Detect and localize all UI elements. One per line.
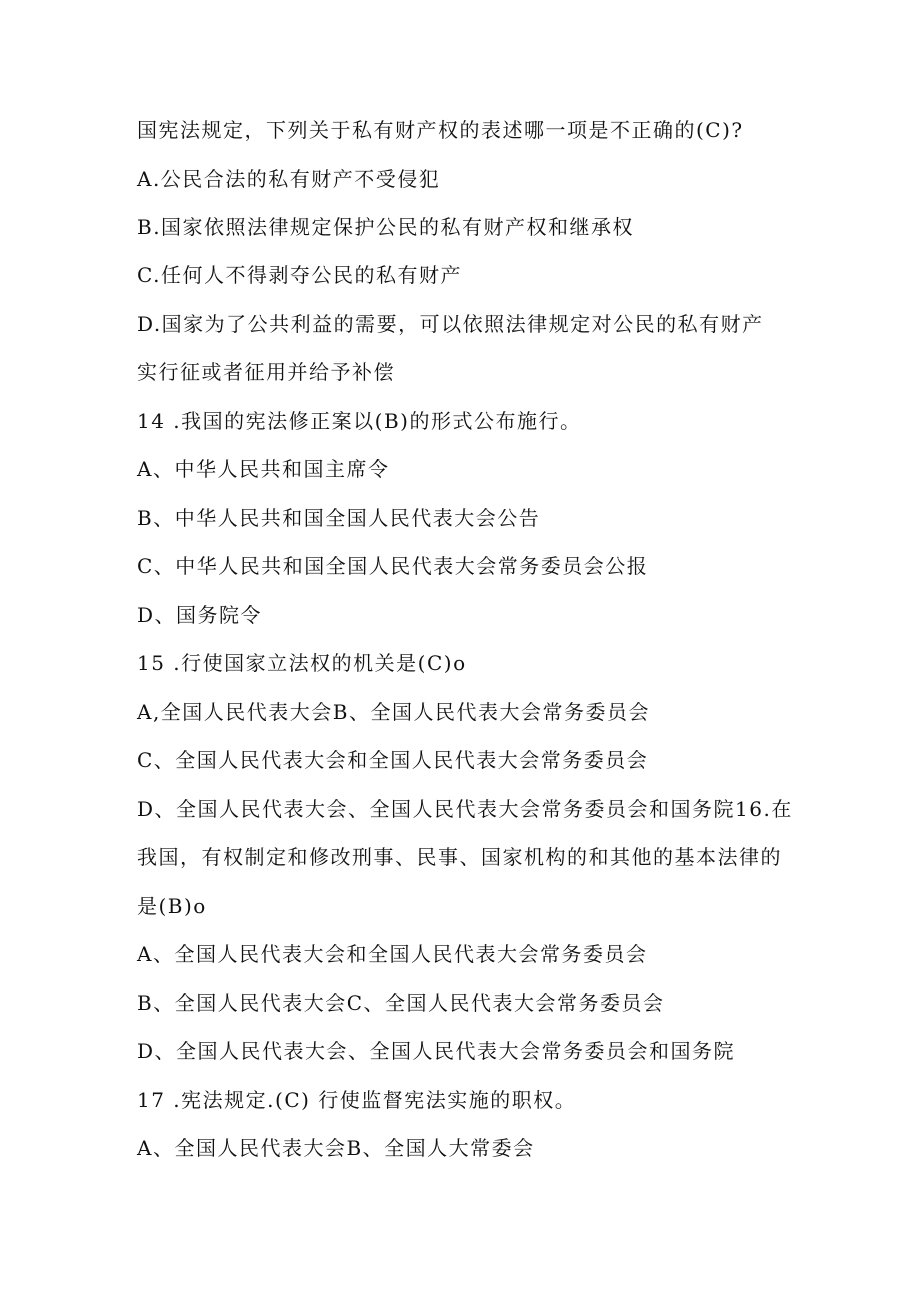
question-15-option-c: C、全国人民代表大会和全国人民代表大会常务委员会	[137, 748, 649, 772]
question-14-option-a: A、中华人民共和国主席令	[137, 457, 390, 481]
question-16-option-a: A、全国人民代表大会和全国人民代表大会常务委员会	[137, 942, 648, 966]
question-13-option-b: B.国家依照法律规定保护公民的私有财产权和继承权	[137, 215, 635, 239]
question-15-option-d: D、全国人民代表大会、全国人民代表大会常务委员会和国务院16.在	[137, 797, 793, 821]
question-13-stem: 国宪法规定，下列关于私有财产权的表述哪一项是不正确的(C)?	[137, 118, 744, 142]
question-17-options-ab: A、全国人民代表大会B、全国人大常委会	[137, 1136, 535, 1160]
question-13-option-d: D.国家为了公共利益的需要，可以依照法律规定对公民的私有财产	[137, 312, 764, 336]
question-13-option-d-continued: 实行征或者征用并给予补偿	[137, 360, 395, 384]
question-14-option-c: C、中华人民共和国全国人民代表大会常务委员会公报	[137, 554, 649, 578]
question-16-option-d: D、全国人民代表大会、全国人民代表大会常务委员会和国务院	[137, 1039, 736, 1063]
question-14-stem: 14 .我国的宪法修正案以(B)的形式公布施行。	[137, 409, 582, 433]
question-15-options-ab: A,全国人民代表大会B、全国人民代表大会常务委员会	[137, 700, 650, 724]
question-15-stem: 15 .行使国家立法权的机关是(C)o	[137, 651, 467, 675]
question-13-option-c: C.任何人不得剥夺公民的私有财产	[137, 263, 462, 287]
question-16-options-bc: B、全国人民代表大会C、全国人民代表大会常务委员会	[137, 991, 665, 1015]
question-16-stem: 我国，有权制定和修改刑事、民事、国家机构的和其他的基本法律的	[137, 845, 782, 869]
question-16-stem-continued: 是(B)o	[137, 894, 207, 918]
question-14-option-d: D、国务院令	[137, 603, 263, 627]
question-17-stem: 17 .宪法规定.(C) 行使监督宪法实施的职权。	[137, 1088, 577, 1112]
question-14-option-b: B、中华人民共和国全国人民代表大会公告	[137, 506, 541, 530]
question-13-option-a: A.公民合法的私有财产不受侵犯	[137, 167, 441, 191]
